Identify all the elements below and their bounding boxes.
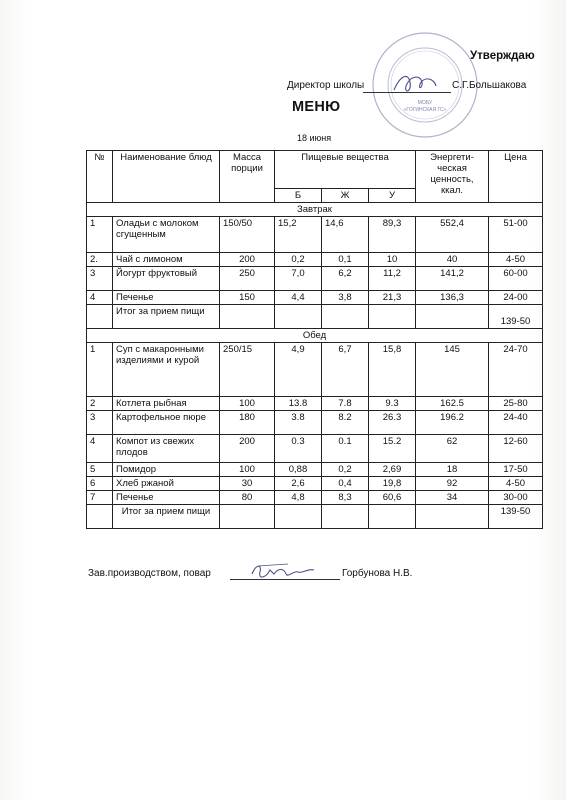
cell-kcal: 141,2 [416,267,489,291]
total-label: Итог за прием пищи [113,305,220,329]
cell-name: Хлеб ржаной [113,477,220,491]
cell-kcal: 92 [416,477,489,491]
cell-zh: 0.1 [322,435,369,463]
cell-zh: 0,4 [322,477,369,491]
director-name: С.Г.Большакова [452,80,527,91]
cell-b: 0,88 [275,463,322,477]
cell-mass: 250/15 [220,343,275,397]
cell-empty [275,505,322,529]
cell-zh: 0,2 [322,463,369,477]
stamp-line-2: «ГОГИНСКАЯ ГС» [403,107,447,113]
cell-kcal: 62 [416,435,489,463]
cell-empty [275,305,322,329]
cell-mass: 250 [220,267,275,291]
table-row [87,411,543,435]
header-mass: Масса порции [220,151,275,203]
header-num: № [87,151,113,203]
cell-mass: 150 [220,291,275,305]
cell-zh: 7.8 [322,397,369,411]
cell-num: 7 [87,491,113,505]
section-title: Завтрак [87,203,543,217]
cell-num: 2 [87,397,113,411]
cell-b: 0,2 [275,253,322,267]
cell-name: Печенье [113,291,220,305]
header-zh: Ж [322,189,369,203]
cell-price: 17-50 [489,463,543,477]
header-nutrients: Пищевые вещества [275,151,416,189]
cell-price: 30-00 [489,491,543,505]
cell-name: Суп с макаронными изделиями и курой [113,343,220,397]
section-title: Обед [87,329,543,343]
cell-price: 24-40 [489,411,543,435]
cell-u: 11,2 [369,267,416,291]
cell-mass: 150/50 [220,217,275,253]
stamp-line-1: МОБУ [417,100,433,106]
cell-name: Котлета рыбная [113,397,220,411]
cell-zh: 8.2 [322,411,369,435]
cell-price: 51-00 [489,217,543,253]
cell-num: 5 [87,463,113,477]
cell-price: 24-70 [489,343,543,397]
table-row [87,217,543,253]
section-lunch [87,329,543,343]
cell-zh: 3,8 [322,291,369,305]
header-b: Б [275,189,322,203]
cell-zh: 0,1 [322,253,369,267]
header-name: Наименование блюд [113,151,220,203]
cell-mass: 180 [220,411,275,435]
table-row [87,291,543,305]
cell-price: 4-50 [489,253,543,267]
cell-empty [322,505,369,529]
total-price: 139-50 [489,305,543,329]
cell-mass: 100 [220,397,275,411]
table-row [87,397,543,411]
cook-signature [248,560,318,584]
menu-date: 18 июня [297,133,332,143]
total-label: Итог за прием пищи [113,505,220,529]
cell-price: 24-00 [489,291,543,305]
cell-b: 0.3 [275,435,322,463]
cell-num: 1 [87,343,113,397]
cell-empty [369,305,416,329]
cell-empty [369,505,416,529]
cell-kcal: 552,4 [416,217,489,253]
cell-b: 2,6 [275,477,322,491]
breakfast-total-row [87,305,543,329]
cell-u: 60,6 [369,491,416,505]
cell-price: 60-00 [489,267,543,291]
cell-mass: 200 [220,253,275,267]
cell-u: 9.3 [369,397,416,411]
cell-name: Печенье [113,491,220,505]
table-row [87,477,543,491]
cell-name: Помидор [113,463,220,477]
header-energy: Энергети-ческая ценность, ккал. [416,151,489,203]
cell-zh: 8,3 [322,491,369,505]
cell-u: 2,69 [369,463,416,477]
cell-zh: 6,2 [322,267,369,291]
cell-num: 1 [87,217,113,253]
cell-kcal: 162.5 [416,397,489,411]
table-row [87,267,543,291]
cell-u: 26.3 [369,411,416,435]
cell-empty [220,305,275,329]
director-signature [390,68,440,98]
cell-price: 25-80 [489,397,543,411]
cell-u: 89,3 [369,217,416,253]
table-row [87,435,543,463]
lunch-total-row [87,505,543,529]
cell-kcal: 40 [416,253,489,267]
cell-empty [416,505,489,529]
director-label: Директор школы [287,80,365,91]
cell-empty [322,305,369,329]
table-row [87,253,543,267]
cell-u: 21,3 [369,291,416,305]
cell-num: 6 [87,477,113,491]
cell-name: Йогурт фруктовый [113,267,220,291]
page-title: МЕНЮ [292,99,341,115]
cell-num [87,505,113,529]
cell-kcal: 34 [416,491,489,505]
footer-label: Зав.производством, повар [88,568,211,579]
cell-num: 4 [87,435,113,463]
cell-empty [416,305,489,329]
cell-kcal: 196.2 [416,411,489,435]
approve-label: Утверждаю [470,50,535,62]
cell-num: 3 [87,411,113,435]
cell-kcal: 136,3 [416,291,489,305]
menu-table [86,150,543,529]
total-price: 139-50 [489,505,543,529]
cell-mass: 200 [220,435,275,463]
header-price: Цена [489,151,543,203]
cell-zh: 14,6 [322,217,369,253]
cell-num: 4 [87,291,113,305]
cell-num [87,305,113,329]
section-breakfast [87,203,543,217]
cell-name: Чай с лимоном [113,253,220,267]
cell-mass: 30 [220,477,275,491]
cell-mass: 80 [220,491,275,505]
cell-price: 12-60 [489,435,543,463]
cell-u: 10 [369,253,416,267]
cell-num: 3 [87,267,113,291]
cell-kcal: 18 [416,463,489,477]
cell-b: 4,9 [275,343,322,397]
cell-name: Компот из свежих плодов [113,435,220,463]
table-row [87,463,543,477]
cell-b: 15,2 [275,217,322,253]
cell-b: 4,4 [275,291,322,305]
cell-price: 4-50 [489,477,543,491]
cell-u: 15.2 [369,435,416,463]
cell-num: 2. [87,253,113,267]
header-u: У [369,189,416,203]
cell-empty [220,505,275,529]
cell-u: 19,8 [369,477,416,491]
cell-kcal: 145 [416,343,489,397]
cell-b: 3.8 [275,411,322,435]
table-row [87,491,543,505]
cell-name: Картофельное пюре [113,411,220,435]
cell-b: 7,0 [275,267,322,291]
cook-name: Горбунова Н.В. [342,568,413,579]
table-row [87,343,543,397]
cell-u: 15,8 [369,343,416,397]
cell-mass: 100 [220,463,275,477]
cell-b: 13.8 [275,397,322,411]
cell-name: Оладьи с молоком сгущенным [113,217,220,253]
cell-b: 4,8 [275,491,322,505]
cell-zh: 6,7 [322,343,369,397]
